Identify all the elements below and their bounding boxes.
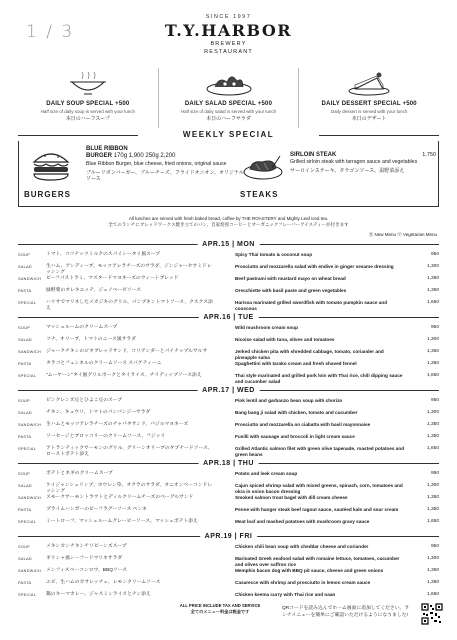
- menu-item-price: 1,300: [426, 483, 439, 488]
- menu-item-name-jp: ハリサでマリネしたメカジキのグリル、パンプキントマトソース、クスクス添え: [46, 300, 213, 311]
- menu-item-sandwich: [18, 349, 439, 360]
- menu-item-name-en: Chicken chili bean soup with cheddar cheese and coriander: [235, 544, 369, 549]
- daily-salad-jp: 本日のハーフサラダ: [206, 116, 251, 122]
- dessert-cake-icon: [299, 68, 439, 96]
- menu-item-soup: [18, 325, 439, 336]
- weekly-steak: [240, 152, 440, 204]
- daily-dessert-title: DAILY DESSERT SPECIAL +500: [321, 101, 417, 107]
- menu-item-sandwich: [18, 568, 439, 579]
- steak-price: 1,750: [422, 152, 436, 158]
- menu-item-name-en: Spicy Thai tomato & coconut soup: [235, 252, 313, 257]
- menu-item-category: SALAD: [18, 411, 32, 415]
- day-label: APR.16 | TUE: [198, 313, 258, 322]
- daily-soup-title: DAILY SOUP SPECIAL +500: [46, 101, 130, 107]
- steak-desc: Grilled sirloin steak with tarragon sauce and vegetables: [290, 159, 418, 165]
- menu-item-name-jp: メキシカンチキンチリビーンズスープ: [46, 544, 127, 549]
- logo-since: SINCE 1997: [205, 14, 252, 20]
- menu-item-name-jp: ソーセージとブロッコリーのクリームソース、フジッリ: [46, 434, 166, 439]
- qr-code[interactable]: [421, 603, 443, 625]
- menu-item-pasta: [18, 580, 439, 591]
- burger-name-line2: BURGER: [86, 153, 113, 159]
- menu-item-category: PASTA: [18, 508, 32, 512]
- menu-item-category: SOUP: [18, 326, 30, 330]
- menu-item-category: SOUP: [18, 472, 30, 476]
- menu-item-name-en: Harissa marinated grilled swordfish with tomato pumpkin sauce and couscous: [235, 300, 388, 311]
- menu-item-price: 1,350: [426, 349, 439, 354]
- menu-item-name-en: Smoked salmon trout bagel with dill cream cheese: [235, 495, 348, 500]
- menu-item-name-en: Thai style marinated and grilled pork loin with Thai rice, chili dipping sauce and cucumber salad: [235, 373, 403, 384]
- day-label: APR.18 | THU: [198, 459, 259, 468]
- menu-item-price: 950: [430, 544, 439, 549]
- menu-item-category: SOUP: [18, 545, 30, 549]
- menu-item-special: [18, 519, 439, 530]
- menu-item-name-jp: ツナ、オリーブ、トマトのニース風サラダ: [46, 337, 136, 342]
- menu-item-name-jp: プライムハンガーのビーフラグーソース ペンネ: [46, 507, 147, 512]
- menu-item-name-en: Jerked chicken pita with shredded cabbage, tomato, coriander and pineapple salsa: [235, 349, 384, 360]
- menu-item-special: [18, 300, 439, 311]
- menu-item-category: SANDWICH: [18, 569, 42, 573]
- steak-icon: [242, 154, 284, 187]
- daily-dessert-special: [298, 68, 439, 128]
- menu-item-category: SPECIAL: [18, 301, 37, 305]
- menu-item-name-jp: スモークサーモントラウトとディルクリームチーズのベーグルサンド: [46, 495, 194, 500]
- menu-item-name-jp: エビ、生ハムのカサレッチェ、レモンクリームソース: [46, 580, 161, 585]
- menu-item-name-en: Pink lentil and garbanzo bean soup with chorizo: [235, 398, 343, 403]
- menu-item-name-jp: タラコとフェンネルのクリームソース スパゲティーニ: [46, 361, 162, 366]
- footer-note-jp: 全てのメニュー料金は税金です: [190, 608, 250, 614]
- menu-item-category: SOUP: [18, 253, 30, 257]
- menu-item-sandwich: [18, 422, 439, 433]
- burger-prices: 170g 1,900 250g 2,200: [113, 153, 176, 159]
- daily-salad-desc: Half size of daily salad is served with your lunch: [180, 109, 277, 114]
- menu-item-soup: [18, 252, 439, 263]
- lunch-notice-en: All lunches are served with fresh baked bread, coffee by THE ROASTERY and Mighty Leaf iced tea.: [128, 216, 329, 221]
- menu-item-price: 1,300: [426, 264, 439, 269]
- menu-item-sandwich: [18, 276, 439, 287]
- day-label: APR.19 | FRI: [200, 532, 258, 541]
- menu-item-name-jp: チキン、キュウリ、トマトのバンバンジーサラダ: [46, 410, 151, 415]
- menu-item-price: 1,350: [426, 580, 439, 585]
- daily-soup-desc: Half size of daily soup is served with your lunch: [40, 109, 135, 114]
- menu-item-price: 950: [430, 398, 439, 403]
- menu-item-sandwich: [18, 495, 439, 506]
- daily-soup-jp: 本日のハーフスープ: [65, 116, 110, 122]
- menu-item-name-en: Marinated Greek seafood salad with romaine lettuce, tomatoes, cucumber and olives over saffron rice: [235, 556, 400, 567]
- logo-name: T.Y.HARBOR: [164, 21, 293, 40]
- menu-item-name-jp: メンフィスベーコンロウ、BBQソース: [46, 568, 128, 573]
- menu-item-salad: [18, 264, 439, 275]
- menu-item-pasta: [18, 434, 439, 445]
- menu-item-category: PASTA: [18, 289, 32, 293]
- menu-item-price: 950: [430, 252, 439, 257]
- menu-item-price: 1,650: [426, 373, 439, 378]
- menu-item-category: SALAD: [18, 484, 32, 488]
- menu-item-name-en: Prosciutto and mozzarella on ciabatta with basil mayonnaise: [235, 422, 371, 427]
- menu-item-name-en: Prosciutto and mozzarella salad with endive in ginger sesame dressing: [235, 264, 394, 269]
- steak-text: [290, 152, 440, 174]
- menu-item-soup: [18, 471, 439, 482]
- menu-item-price: 1,350: [426, 276, 439, 281]
- menu-item-name-jp: ピンクレンズ豆とひよこ豆のスープ: [46, 398, 122, 403]
- lunch-notice: [20, 216, 437, 228]
- menu-item-price: 1,350: [426, 434, 439, 439]
- burger-icon: [30, 150, 72, 187]
- menu-item-category: SPECIAL: [18, 520, 37, 524]
- menu-item-name-en: Nicoise salad with tuna, olives and tomatoes: [235, 337, 335, 342]
- menu-item-name-en: Casarecce with shrimp and prosciutto in lemon cream sauce: [235, 580, 371, 585]
- burger-name-row: [86, 153, 246, 160]
- menu-item-pasta: [18, 507, 439, 518]
- menu-item-name-jp: ケイジャンシュリンプ、ホウレン草、オクラのサラダ、オニオンベーコンドレッシング: [46, 483, 213, 494]
- menu-item-name-en: Bang bang ji salad with chicken, tomato and cucumber: [235, 410, 358, 415]
- burgers-label: BURGERS: [24, 190, 72, 199]
- menu-item-price: 1,650: [426, 519, 439, 524]
- burger-desc: Blue Ribbon Burger, blue cheese, fried onions, original sauce: [86, 161, 227, 167]
- menu-item-category: SANDWICH: [18, 423, 42, 427]
- logo-sub-restaurant: RESTAURANT: [204, 49, 253, 55]
- menu-item-pasta: [18, 361, 439, 372]
- menu-item-name-en: Orecchiette with basil paste and green vegetables: [235, 288, 347, 293]
- menu-item-name-en: Beef pastrami with mustard mayo on wheat bread: [235, 276, 346, 281]
- footer-note-en: ALL PRICE INCLUDE TAX AND SERVICE: [179, 603, 261, 608]
- burger-name-line1: BLUE RIBBON: [86, 146, 128, 152]
- day-header: [18, 386, 439, 395]
- logo-sub-brewery: BREWERY: [210, 41, 247, 47]
- day-header: [18, 532, 439, 541]
- menu-item-price: 1,350: [426, 568, 439, 573]
- menu-item-name-en: Meat loaf and mashed potatoes with mushroom gravy sauce: [235, 519, 370, 524]
- menu-item-name-en: Spaghettini with tarako cream and fresh shaved fennel: [235, 361, 357, 366]
- menu-item-soup: [18, 544, 439, 555]
- menu-item-category: SALAD: [18, 338, 32, 342]
- menu-item-category: SALAD: [18, 557, 32, 561]
- menu-item-category: SANDWICH: [18, 496, 42, 500]
- menu-item-name-en: Chicken keema curry with Thai rice and naan: [235, 592, 336, 597]
- menu-item-salad: [18, 410, 439, 421]
- menu-item-special: [18, 446, 439, 457]
- menu-item-category: SANDWICH: [18, 350, 42, 354]
- daily-dessert-jp: 本日のデザート: [351, 116, 387, 122]
- menu-item-price: 1,350: [426, 507, 439, 512]
- menu-item-special: [18, 592, 439, 603]
- menu-legend: Ⓝ New Menu Ⓥ Vegetarian Menu: [368, 232, 437, 237]
- menu-item-name-en: Grilled Atlantic salmon filet with green olive tapenade, roasted potatoes and green beans: [235, 446, 405, 457]
- menu-item-price: 950: [430, 471, 439, 476]
- menu-item-name-jp: マッシュルームのクリームスープ: [46, 325, 118, 330]
- weekly-burger: [24, 146, 244, 204]
- menu-item-name-jp: ギリシャ風シーフードマリネサラダ: [46, 556, 123, 561]
- day-label: APR.15 | MON: [197, 240, 260, 249]
- burger-jp: ブルーリボンバーガー、ブルーチーズ、フライドオニオン、オリジナルソース: [86, 169, 244, 182]
- menu-item-name-en: Potato and leek cream soup: [235, 471, 298, 476]
- weekly-special-title: WEEKLY SPECIAL: [18, 130, 439, 139]
- menu-item-name-en: Fusilli with sausage and broccoli in light cream sauce: [235, 434, 355, 439]
- brand-logo: [0, 14, 457, 56]
- menu-item-name-en: Wild mushroom cream soup: [235, 325, 298, 330]
- menu-item-category: SPECIAL: [18, 374, 37, 378]
- menu-item-price: 1,650: [426, 446, 439, 451]
- daily-dessert-desc: Daily dessert is served with your lunch: [330, 109, 408, 114]
- daily-salad-title: DAILY SALAD SPECIAL +500: [184, 101, 273, 107]
- menu-item-name-en: Cajun spiced shrimp salad with mixed greens, spinach, corn, tomatoes and okra in onion bacon dressing: [235, 483, 403, 494]
- menu-item-price: 1,350: [426, 422, 439, 427]
- menu-item-name-jp: ビーフパストラミ、マスタードマヨネーズのウィートブレッド: [46, 276, 179, 281]
- daily-soup-special: [18, 68, 158, 128]
- daily-specials: [18, 68, 439, 128]
- day-label: APR.17 | WED: [197, 386, 260, 395]
- menu-item-price: 950: [430, 325, 439, 330]
- menu-item-name-jp: 緑野菜のオレキエッテ、ジェノベーゼソース: [46, 288, 141, 293]
- menu-item-name-jp: アトランティックサーモンのグリル、グリーンオリーブのタプナードソース、ローストポテト添え: [46, 446, 213, 457]
- menu-item-category: SALAD: [18, 265, 32, 269]
- salad-plate-icon: [159, 68, 299, 96]
- burger-text: [86, 146, 246, 183]
- soup-bowl-icon: [18, 68, 158, 96]
- menu-item-category: SPECIAL: [18, 447, 37, 451]
- menu-item-price: 1,350: [426, 495, 439, 500]
- menu-item-category: SOUP: [18, 399, 30, 403]
- menu-item-category: PASTA: [18, 435, 32, 439]
- menu-item-price: 1,350: [426, 361, 439, 366]
- footer-note: [150, 603, 290, 614]
- qr-instructions: QRコードを読み込んでホーム画面に追加してください。ランチメニューを簡単にご確認いただけるようになりました!: [282, 606, 410, 618]
- steak-jp: サーロインステーキ、タラゴンソース、温野菜添え: [290, 167, 405, 174]
- menu-item-name-jp: ジャークチキンのピタブレッドサンド、コリアンダーとパイナップルサルサ: [46, 349, 208, 354]
- menu-item-category: PASTA: [18, 581, 32, 585]
- daily-salad-special: [158, 68, 299, 128]
- menu-item-soup: [18, 398, 439, 409]
- menu-item-name-jp: 生ハムとモッツアレラチーズのチャバタサンド、バジルマヨネーズ: [46, 422, 189, 427]
- menu-item-salad: [18, 556, 439, 567]
- menu-item-price: 1,650: [426, 592, 439, 597]
- menu-item-price: 1,300: [426, 337, 439, 342]
- menu-item-category: SANDWICH: [18, 277, 42, 281]
- day-header: [18, 240, 439, 249]
- menu-item-category: SPECIAL: [18, 593, 37, 597]
- steaks-label: STEAKS: [240, 190, 279, 199]
- menu-item-category: PASTA: [18, 362, 32, 366]
- menu-item-name-jp: トマト、ココナッツミルクのスパイシータイ風スープ: [46, 252, 160, 257]
- page-number: 1 / 3: [26, 22, 75, 42]
- menu-item-salad: [18, 483, 439, 494]
- menu-item-pasta: [18, 288, 439, 299]
- menu-item-name-jp: 生ハム、アンディーブ、モッツアレラチーズのサラダ、ジンジャーセサミドレッシング: [46, 264, 212, 275]
- day-header: [18, 459, 439, 468]
- menu-item-price: 1,350: [426, 288, 439, 293]
- menu-item-name-jp: ミートローフ、マッシュルームグレービーソース、マッシュポテト添え: [46, 519, 198, 524]
- menu-item-name-en: Penne with hanger steak beef ragout sauce, sautéed kale and sour cream: [235, 507, 399, 512]
- menu-item-name-jp: "ムーヤーン"タイ風グリルポークとタイライス、チリディップソース添え: [46, 373, 202, 378]
- menu-item-special: [18, 373, 439, 384]
- menu-item-price: 1,300: [426, 556, 439, 561]
- lunch-notice-jp: 全てのランチにブレッドワークス焼き立てのパン、自家焙煎コーヒーとオーガニックフレーバーアイスティーが付きます: [108, 222, 349, 227]
- menu-item-name-jp: ポテトとネギのクリームスープ: [46, 471, 113, 476]
- menu-item-salad: [18, 337, 439, 348]
- day-header: [18, 313, 439, 322]
- menu-item-name-en: Memphis bacon dog with BBQ pit sauce, cheese and green onions: [235, 568, 384, 573]
- menu-item-price: 1,300: [426, 410, 439, 415]
- steak-name: SIRLOIN STEAK: [290, 152, 337, 158]
- menu-item-price: 1,650: [426, 300, 439, 305]
- menu-item-name-jp: 鶏のキーマカレー、ジャスミンライスとナン添え: [46, 592, 151, 597]
